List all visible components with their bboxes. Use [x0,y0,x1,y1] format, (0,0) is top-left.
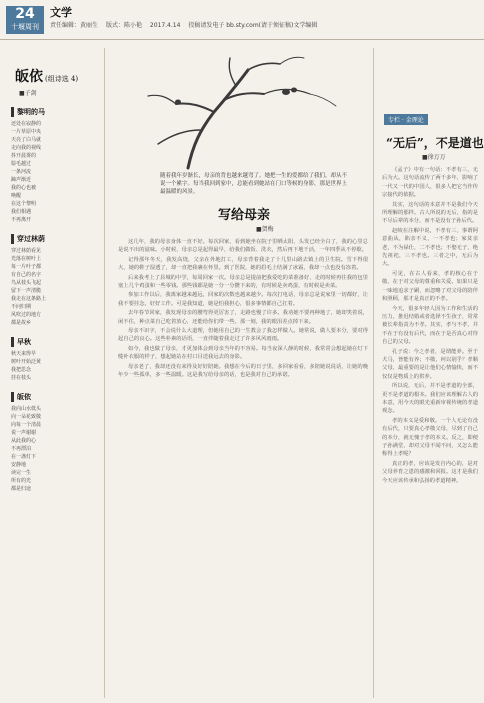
poem-title: 皈依 [11,392,104,402]
poem-line: 风吹过的地方 [11,312,42,318]
poem-line: 说一声谢谢 [11,430,37,436]
poem-series-author: ■子剑 [19,90,37,97]
poem-line: 从此我的心 [11,438,37,444]
poem-line: 一片草原中央 [11,129,42,135]
poem-line: 挂在枝头 [11,375,32,381]
paragraph: 孔子说：今之孝者，是谓能养。至于犬马，皆能有养；不敬，何以别乎？孝顺父母，最重要的是让他们心情愉快，而不仅仅是物质上的供养。 [382,348,478,380]
paragraph: 孝的本义是爱和敬。一个人无论有没有后代，只要真心孝敬父母，尽到了自己的本分，就无愧于孝的本义。反之，即便子孙满堂，却对父母不闻不问，又怎么能称得上孝呢？ [382,417,478,458]
poem-line: 鸟从枝头飞起 [11,280,42,286]
poem-line: 在一盏灯下 [11,454,37,460]
poem-series-title: 皈依 (组诗选 4) [15,69,79,85]
article-author: ■贺梅 [256,226,274,233]
poem-line: 安静地 [11,462,27,468]
poem-line: 我们相遇 [11,209,32,215]
poem-title: 黎明的马 [11,107,104,117]
poem-line: 还处在寂静的 [11,121,42,127]
column-title: “无后”，不是道也 [386,136,484,150]
paragraph: 《孟子》中有一句话：不孝有三，无后为大。这句话流传了两千多年，影响了一代又一代的中国人，很多人把它当作传宗接代的依据。 [382,167,478,199]
paragraph: 参加工作以后，我离家越来越远，回家的次数也越来越少。每次打电话，母亲总是说家里一切都好，让我不要挂念，好好工作。可是我知道，她是怕我担心，很多事情都自己扛着。 [118,292,368,307]
left-column [5,48,105,698]
right-column [378,48,484,698]
poem-list [5,107,104,493]
page-number-box [6,6,44,34]
paragraph: 母亲老了，我却还没有来得及好好陪她。我想在今后的日子里，多回家看看，多陪她说说话，让她的晚年少一些孤单，多一些温暖。这是我写给母亲的话，也是我对自己的承诺。 [118,363,368,379]
column-body [382,166,478,486]
column-author: ■徐万万 [422,154,446,161]
poem-line: 秋天来得早 [11,351,37,357]
poem-title: 穿过林荫 [11,234,104,244]
paragraph: 去年春节回家，我发现母亲的腰弯得更厉害了，走路也慢了许多。我劝她不要再种地了，她却笑着说，闲不住，种点菜自己吃着放心，还能给你们带一些。那一刻，我的眼泪差点掉下来。 [118,310,368,325]
poem-line: 我向山水低头 [11,406,42,412]
page-header [0,0,484,40]
column-tag: 专栏 · 金理论 [384,114,428,125]
poem [11,392,104,493]
poem-line: 蹄声渐近 [11,177,32,183]
poem-line: 光落在树叶上 [11,256,42,262]
poem-line: 每一片叶子都 [11,264,42,270]
main-article [108,48,374,698]
article-quote: 随着我年岁渐长，母亲的背也越来越弯了。她把一生的爱都给了我们，却从不说一个累字。每当我回到家中，总能看到她站在门口等候的身影，那是世界上最温暖的风景。 [160,173,348,195]
poem-line: 读完一生 [11,470,32,476]
editor-credit: 责任编辑：黄丽生 [50,22,99,29]
paragraph: 后来我考上了县城的中学，每周回家一次。母亲总是提前把我爱吃的菜准备好，走的时候再往我的包里塞上几个鸡蛋和一些零钱。那些钱都是她一分一分攒下来的，有时候是卖鸡蛋，有时候是卖菜。 [118,274,368,290]
paragraph: 真正的孝，应该是发自内心的，是对父母养育之恩的感激和回报。这才是我们今天应该传承和弘扬的孝道精神。 [382,460,478,484]
poem-line: 鬃毛越过 [11,161,32,167]
paragraph: 今天，很多年轻人因为工作和生活的压力，推迟结婚或者选择不生孩子，常常被长辈指责为不孝。其实，孝与不孝，并不在于有没有后代，而在于是否真心对待自己的父母。 [382,305,478,346]
poem-series-note: (组诗选 4) [45,75,79,83]
poem-line: 唤醒 [11,193,22,199]
poem [11,234,104,327]
poem-line: 所有的光 [11,478,32,484]
poem [11,337,104,382]
poem [11,107,104,224]
poem-line: 向一朵花致敬 [11,414,42,420]
poem-line: 抖开晨雾的 [11,153,37,159]
issue-date: 2017.4.14 [149,22,181,29]
submission-note: 投稿请发电子 bb.sty.com(请于须征稿)文学编辑 [188,22,318,29]
header-meta [50,20,323,29]
poem-line: 留下一声清脆 [11,288,42,294]
poem-line: 我把思念 [11,367,32,373]
poem-line: 树叶开始泛黄 [11,359,42,365]
article-title: 写给母亲 [218,208,271,223]
paragraph: 母亲不识字，不会说什么大道理，但她用自己的一生教会了我怎样做人。她常说，做人要本分，要对得起自己的良心。这些朴素的话语，一直伴随着我走过了许多风风雨雨。 [118,328,368,343]
poem-line: 走向我的视线 [11,145,42,151]
paragraph: 赵岐在注解中说，不孝有三，事谓阿意曲从，陷亲不义，一不孝也；家贫亲老，不为禄仕，二不孝也；不娶无子，绝先祖祀，三不孝也。三者之中，无后为大。 [382,227,478,268]
paragraph: 如今，我也做了母亲，才更加体会到母亲当年的不容易。每当夜深人静的时候，我常常会想起她在灯下缝补衣服的样子，想起她站在村口目送我远去的身影。 [118,345,368,361]
poem-line: 不再离开 [11,217,32,223]
paragraph: 其实，这句话的本意并不是我们今天所理解的那样。古人所说的无后，指的是不尽后辈的本分，而不是没有子孙后代。 [382,201,478,225]
branch-illustration [118,50,364,170]
poem-line: 在这个黎明 [11,201,37,207]
article-body [118,238,368,381]
poem-line: 我的心也被 [11,185,37,191]
poem-line: 不问归期 [11,304,32,310]
page-number: 24 [15,6,35,22]
poem-line: 不再漂泊 [11,446,32,452]
paragraph: 所以说，无后，并不是孝道的全部，更不是孝道的根本。我们应该理解古人的本意，用今天的眼光重新审视传统的孝道观念。 [382,383,478,415]
poem-line: 穿过林荫看见 [11,248,42,254]
poem-line: 都是故乡 [11,320,32,326]
poem-line: 向每一个清晨 [11,422,42,428]
poem-line: 我走在这条路上 [11,296,47,302]
poem-title: 早秋 [11,337,104,347]
poem-line: 天亮了白马就 [11,137,42,143]
paragraph: 记得那年冬天，我发高烧，父亲在外地打工，母亲背着我走了十几里山路去镇上的卫生院。雪下得很大，她的鞋子湿透了，却一直把我裹在怀里。到了医院，她的眉毛上结满了冰霜，我却一点也没有冻着。 [118,256,368,272]
paper-name: 十堰周刊 [11,23,39,31]
designer-credit: 版式：陈小艳 [105,22,142,29]
poem-line: 都是归途 [11,486,32,492]
poem-line: 一条河流 [11,169,32,175]
paragraph: 这几年，我的母亲身体一直不好。每次回家，看到她坐在院子里晒太阳，头发已经全白了，我的心里总是说不出的滋味。小时候，母亲总是起得最早，给我们做饭、洗衣，然后再下地干活，一年四季从不停歇。 [118,239,368,254]
section-title: 文学 [50,6,72,19]
paragraph: 可见，在古人看来，孝的核心在于敬，在于对父母的尊重和关爱。如果只是一味地追求子嗣，而忽略了对父母的陪伴和照顾，那才是真正的不孝。 [382,270,478,303]
poem-line: 有自己的名字 [11,272,42,278]
